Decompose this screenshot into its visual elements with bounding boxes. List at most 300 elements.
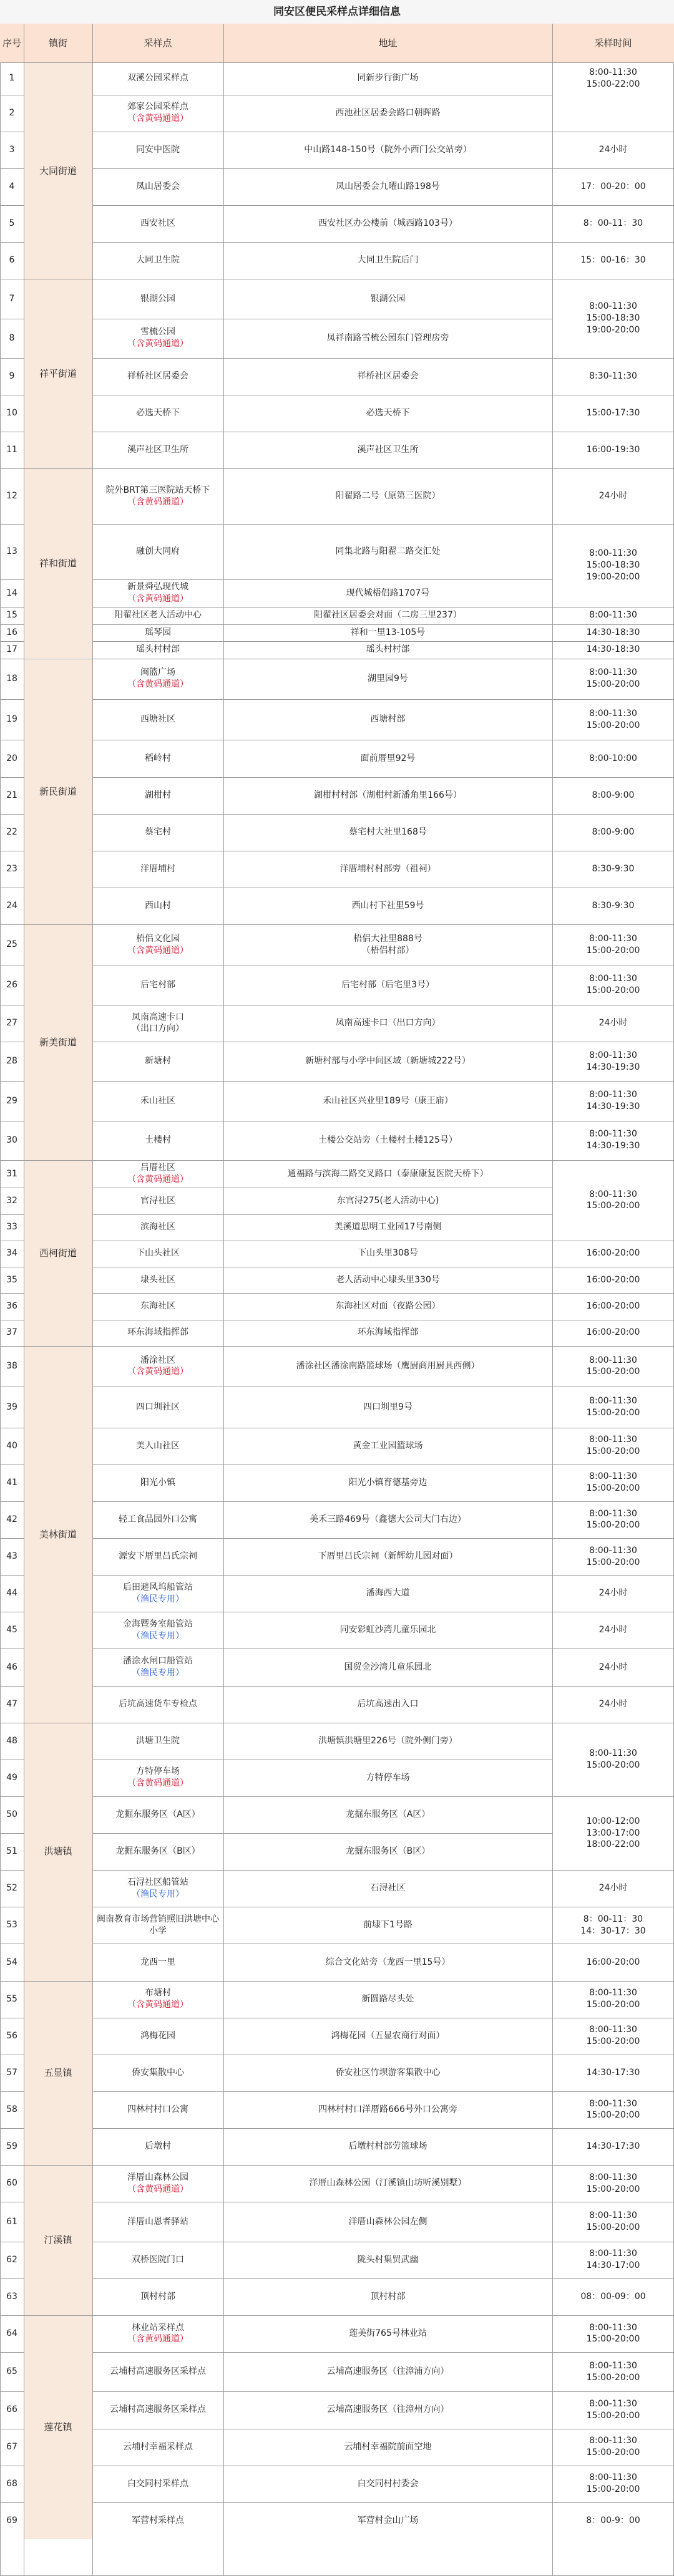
grid-line bbox=[552, 2128, 674, 2129]
site-name: 埭头社区 bbox=[140, 1274, 175, 1285]
grid-line bbox=[0, 699, 24, 700]
site-cell bbox=[92, 205, 223, 242]
grid-line bbox=[0, 358, 24, 359]
grid-line bbox=[24, 2165, 92, 2166]
row-number: 69 bbox=[6, 2515, 17, 2525]
site-cell bbox=[92, 1042, 223, 1081]
address-cell bbox=[223, 168, 552, 205]
site-name: 湖柑村 bbox=[145, 790, 171, 800]
time-text: 15:00-18:30 bbox=[586, 560, 640, 571]
row-number: 52 bbox=[6, 1883, 17, 1894]
site-cell bbox=[92, 814, 223, 851]
time-text: 8:00-11:30 bbox=[589, 1748, 637, 1758]
site-name: 闽南教育市场营销照旧洪塘中心小学 bbox=[97, 1914, 219, 1936]
address-text: 新圆路尽头处 bbox=[361, 1993, 414, 2004]
address-cell bbox=[223, 1538, 552, 1575]
grid-line bbox=[24, 468, 92, 469]
row-number: 59 bbox=[6, 2141, 17, 2152]
time-text: 19:00-20:00 bbox=[586, 325, 640, 336]
street-cell bbox=[24, 2315, 92, 2539]
grid-line bbox=[0, 168, 24, 169]
site-cell bbox=[92, 1160, 223, 1188]
address-text: 土楼公交站旁（土楼村土楼125号） bbox=[318, 1135, 457, 1145]
site-name: 方特停车场 bbox=[136, 1766, 180, 1777]
grid-line bbox=[92, 641, 552, 642]
row-number: 54 bbox=[6, 1957, 17, 1967]
site-name: 溪声社区卫生所 bbox=[127, 445, 188, 455]
grid-line bbox=[0, 205, 24, 206]
time-text: 8:00-11:30 bbox=[589, 2098, 637, 2109]
street-cell bbox=[24, 1346, 92, 1723]
row-index bbox=[0, 624, 24, 641]
time-text: 8:00-11:30 bbox=[589, 1129, 637, 1140]
time-text: 15:00-20:00 bbox=[586, 2110, 640, 2121]
row-number: 35 bbox=[6, 1274, 17, 1285]
time-text: 8:00-11:30 bbox=[589, 1471, 637, 1482]
time-text: 8:00-11:30 bbox=[589, 610, 637, 621]
address-text: 美禾三路469号（鑫德大公司大门右边） bbox=[310, 1514, 466, 1525]
street-cell bbox=[24, 468, 92, 658]
address-text: 洋厝埔村村部旁（祖祠） bbox=[339, 863, 436, 874]
site-name: 白交同村采样点 bbox=[127, 2478, 188, 2489]
row-index bbox=[0, 2242, 24, 2278]
grid-line bbox=[24, 924, 92, 925]
grid-line bbox=[552, 1870, 674, 1871]
row-index bbox=[0, 924, 24, 965]
grid-line bbox=[552, 2278, 674, 2279]
time-text: 8：00-11：30 bbox=[583, 218, 643, 229]
address-cell bbox=[223, 1042, 552, 1081]
row-index bbox=[0, 777, 24, 814]
row-number: 56 bbox=[6, 2030, 17, 2041]
site-cell bbox=[92, 1538, 223, 1575]
site-cell bbox=[92, 2502, 223, 2539]
site-name: 滨海社区 bbox=[140, 1222, 175, 1232]
site-cell bbox=[92, 1907, 223, 1944]
address-text: 面前厝里92号 bbox=[360, 753, 416, 763]
row-index bbox=[0, 1538, 24, 1575]
grid-line bbox=[92, 1686, 552, 1687]
site-name: 官浔社区 bbox=[140, 1196, 175, 1206]
grid-line bbox=[552, 2315, 674, 2316]
time-cell bbox=[552, 2018, 674, 2055]
address-text: （梧侣村部） bbox=[361, 945, 414, 956]
grid-line bbox=[0, 777, 24, 778]
site-tag: （含黄码通道） bbox=[127, 679, 188, 690]
time-text: 8:00-11:30 bbox=[589, 667, 637, 678]
address-cell bbox=[223, 2502, 552, 2539]
row-number: 24 bbox=[6, 901, 17, 911]
site-cell bbox=[92, 2429, 223, 2466]
time-cell bbox=[552, 2091, 674, 2128]
grid-line bbox=[0, 1160, 24, 1161]
grid-line bbox=[0, 641, 24, 642]
address-cell bbox=[223, 395, 552, 432]
site-name: 龙掘东服务区（A区） bbox=[115, 1809, 200, 1820]
site-name: 西塘社区 bbox=[140, 714, 175, 725]
address-text: 侨安社区竹坝游客集散中心 bbox=[335, 2067, 441, 2078]
time-cell bbox=[552, 1723, 674, 1796]
time-text: 14:30-17:30 bbox=[586, 2141, 640, 2152]
site-name: 洋厝山森林公园 bbox=[127, 2172, 188, 2182]
row-number: 20 bbox=[6, 753, 17, 763]
address-text: 前埭下1号路 bbox=[363, 1920, 413, 1930]
row-number: 34 bbox=[6, 1248, 17, 1259]
address-text: 美溪道思明工业园17号南侧 bbox=[334, 1222, 442, 1232]
time-text: 15:00-20:00 bbox=[586, 720, 640, 730]
time-cell bbox=[552, 1649, 674, 1685]
row-number: 32 bbox=[6, 1196, 17, 1206]
street-name: 美林街道 bbox=[39, 1528, 77, 1540]
row-number: 22 bbox=[6, 826, 17, 837]
address-cell bbox=[223, 1005, 552, 1042]
site-name: 龙掘东服务区（B区） bbox=[115, 1846, 200, 1857]
grid-line bbox=[0, 2128, 24, 2129]
time-cell bbox=[552, 966, 674, 1005]
time-cell bbox=[552, 1346, 674, 1387]
grid-line bbox=[0, 62, 1, 2576]
row-index bbox=[0, 1907, 24, 1944]
row-index bbox=[0, 1649, 24, 1685]
time-cell bbox=[552, 524, 674, 607]
row-index bbox=[0, 205, 24, 242]
row-index bbox=[0, 2429, 24, 2466]
time-cell bbox=[552, 888, 674, 924]
grid-line bbox=[552, 1160, 674, 1161]
address-text: 必选天桥下 bbox=[366, 408, 410, 419]
site-cell bbox=[92, 659, 223, 699]
grid-line bbox=[552, 1501, 674, 1502]
site-cell bbox=[92, 1293, 223, 1319]
row-index bbox=[0, 888, 24, 924]
address-text: 黄金工业园篮球场 bbox=[353, 1440, 423, 1451]
address-text: 禾山社区兴业里189号（康王庙） bbox=[323, 1095, 453, 1106]
address-cell bbox=[223, 132, 552, 168]
grid-line bbox=[0, 1981, 24, 1982]
address-cell bbox=[223, 641, 552, 658]
site-name: （出口方向） bbox=[132, 1024, 184, 1034]
site-name: 侨安集散中心 bbox=[132, 2067, 184, 2078]
address-text: 后宅村部（后宅里3号） bbox=[341, 979, 434, 990]
grid-line bbox=[92, 2278, 552, 2279]
time-text: 8:00-11:30 bbox=[589, 2436, 637, 2446]
grid-line bbox=[552, 1796, 674, 1797]
time-cell bbox=[552, 395, 674, 432]
site-name: 洪塘卫生院 bbox=[136, 1735, 180, 1746]
time-cell bbox=[552, 2128, 674, 2165]
time-cell bbox=[552, 432, 674, 468]
row-number: 61 bbox=[6, 2216, 17, 2227]
grid-line bbox=[552, 1686, 674, 1687]
row-index bbox=[0, 2018, 24, 2055]
grid-line bbox=[92, 2502, 552, 2503]
site-cell bbox=[92, 2242, 223, 2278]
address-text: 祥和一里13-105号 bbox=[350, 627, 426, 637]
time-text: 15:00-20:00 bbox=[586, 2484, 640, 2495]
time-text: 15:00-20:00 bbox=[586, 2448, 640, 2458]
address-cell bbox=[223, 1428, 552, 1465]
address-cell bbox=[223, 888, 552, 924]
header-street: 镇街 bbox=[48, 37, 67, 49]
row-index bbox=[0, 1160, 24, 1188]
time-text: 24小时 bbox=[598, 491, 628, 501]
time-cell bbox=[552, 2391, 674, 2428]
site-cell bbox=[92, 2202, 223, 2241]
time-text: 8:30-11:30 bbox=[589, 371, 637, 382]
site-name: 吕厝社区 bbox=[140, 1163, 175, 1173]
row-index bbox=[0, 607, 24, 624]
row-index bbox=[0, 1241, 24, 1267]
address-cell bbox=[223, 279, 552, 318]
site-tag: （含黄码通道） bbox=[127, 1778, 188, 1789]
time-text: 24小时 bbox=[598, 144, 628, 155]
time-cell bbox=[552, 242, 674, 279]
row-index bbox=[0, 1465, 24, 1501]
street-cell bbox=[24, 2165, 92, 2315]
site-cell bbox=[92, 1796, 223, 1833]
time-cell bbox=[552, 1575, 674, 1612]
site-cell bbox=[92, 1320, 223, 1346]
time-text: 8:30-9:30 bbox=[592, 863, 635, 874]
row-number: 45 bbox=[6, 1625, 17, 1635]
row-index bbox=[0, 132, 24, 168]
grid-line bbox=[92, 1833, 552, 1834]
time-cell bbox=[552, 2202, 674, 2241]
grid-line bbox=[92, 1796, 552, 1797]
address-cell bbox=[223, 1121, 552, 1160]
address-cell bbox=[223, 524, 552, 579]
street-name: 祥平街道 bbox=[39, 368, 77, 380]
row-number: 53 bbox=[6, 1920, 17, 1930]
site-name: 军营村采样点 bbox=[132, 2515, 184, 2525]
site-tag: （渔民专用） bbox=[132, 1667, 184, 1678]
grid-line bbox=[0, 2278, 24, 2279]
address-cell bbox=[223, 95, 552, 132]
time-text: 15:00-20:00 bbox=[586, 2184, 640, 2194]
time-text: 8:00-11:30 bbox=[589, 1435, 637, 1445]
row-index bbox=[0, 279, 24, 318]
row-index bbox=[0, 851, 24, 888]
time-cell bbox=[552, 1538, 674, 1575]
row-index bbox=[0, 1081, 24, 1120]
grid-line bbox=[552, 242, 674, 243]
row-index bbox=[0, 1796, 24, 1833]
grid-line bbox=[92, 1575, 552, 1576]
row-number: 4 bbox=[9, 182, 15, 192]
address-cell bbox=[223, 1723, 552, 1760]
grid-line bbox=[92, 777, 552, 778]
street-cell bbox=[24, 279, 92, 468]
row-number: 38 bbox=[6, 1361, 17, 1372]
row-index bbox=[0, 2202, 24, 2241]
time-text: 15:00-20:00 bbox=[586, 1520, 640, 1531]
address-cell bbox=[223, 699, 552, 740]
time-text: 8:00-11:30 bbox=[589, 1355, 637, 1365]
time-text: 15:00-20:00 bbox=[586, 945, 640, 956]
time-text: 15:00-20:00 bbox=[586, 1446, 640, 1457]
row-index bbox=[0, 1870, 24, 1907]
row-index bbox=[0, 1944, 24, 1980]
time-text: 8:00-11:30 bbox=[589, 1545, 637, 1556]
address-text: 云埔高速服务区（往漳州方向） bbox=[326, 2404, 449, 2415]
grid-line bbox=[0, 607, 24, 608]
grid-line bbox=[0, 1833, 24, 1834]
address-cell bbox=[223, 966, 552, 1005]
street-cell bbox=[24, 659, 92, 925]
time-text: 8:00-11:30 bbox=[589, 2249, 637, 2259]
address-text: 中山路148-150号（院外小西门公交站旁） bbox=[304, 144, 472, 155]
header-index: 序号 bbox=[2, 37, 21, 49]
site-cell bbox=[92, 1081, 223, 1120]
time-cell bbox=[552, 624, 674, 641]
time-cell bbox=[552, 279, 674, 358]
site-cell bbox=[92, 2315, 223, 2352]
time-text: 14：30-17：30 bbox=[580, 1925, 646, 1936]
grid-line bbox=[552, 1575, 674, 1576]
time-text: 15:00-20:00 bbox=[586, 1367, 640, 1377]
address-cell bbox=[223, 2202, 552, 2241]
site-name: 稻岭村 bbox=[145, 753, 171, 763]
street-cell bbox=[24, 924, 92, 1160]
address-text: 云埔高速服务区（往漳浦方向） bbox=[326, 2366, 449, 2377]
site-tag: （含黄码通道） bbox=[127, 593, 188, 604]
site-cell bbox=[92, 2055, 223, 2091]
address-cell bbox=[223, 1241, 552, 1267]
grid-line bbox=[92, 1870, 552, 1871]
row-number: 14 bbox=[6, 588, 17, 598]
address-text: 湖里园9号 bbox=[368, 673, 408, 684]
time-cell bbox=[552, 2352, 674, 2391]
grid-line bbox=[0, 1346, 24, 1347]
address-text: 同集北路与阳翟二路交汇处 bbox=[335, 546, 441, 556]
row-index bbox=[0, 1214, 24, 1241]
site-name: 下山头社区 bbox=[136, 1248, 180, 1259]
grid-line bbox=[0, 2502, 24, 2503]
time-text: 16:00-20:00 bbox=[586, 1274, 640, 1285]
row-index bbox=[0, 1042, 24, 1081]
row-index bbox=[0, 2466, 24, 2502]
address-text: 大同卫生院后门 bbox=[357, 255, 419, 266]
site-cell bbox=[92, 1214, 223, 1241]
site-name: 潘涂水闸口船管站 bbox=[123, 1656, 193, 1667]
address-cell bbox=[223, 1293, 552, 1319]
grid-line bbox=[92, 242, 552, 243]
time-cell bbox=[552, 607, 674, 624]
address-cell bbox=[223, 814, 552, 851]
street-cell bbox=[24, 62, 92, 279]
site-cell bbox=[92, 319, 223, 358]
address-text: 潘涂社区潘涂南路篮球场（鹰厨商用厨具西侧） bbox=[296, 1361, 480, 1372]
row-number: 19 bbox=[6, 714, 17, 725]
row-index bbox=[0, 1575, 24, 1612]
site-cell bbox=[92, 1428, 223, 1465]
address-cell bbox=[223, 1160, 552, 1188]
street-name: 新民街道 bbox=[39, 785, 77, 797]
row-index bbox=[0, 579, 24, 607]
grid-line bbox=[0, 1686, 24, 1687]
address-cell bbox=[223, 851, 552, 888]
time-cell bbox=[552, 1870, 674, 1907]
site-name: 大同卫生院 bbox=[136, 255, 180, 266]
address-cell bbox=[223, 468, 552, 524]
time-cell bbox=[552, 2315, 674, 2352]
site-tag: （含黄码通道） bbox=[127, 945, 188, 956]
site-name: 蔡宅村 bbox=[145, 826, 171, 837]
grid-line bbox=[552, 607, 674, 608]
site-name: 轻工食品园外口公寓 bbox=[119, 1514, 197, 1525]
row-number: 60 bbox=[6, 2178, 17, 2189]
site-cell bbox=[92, 524, 223, 579]
row-number: 26 bbox=[6, 979, 17, 990]
time-cell bbox=[552, 358, 674, 395]
grid-line bbox=[92, 1081, 552, 1082]
time-cell bbox=[552, 1428, 674, 1465]
row-number: 3 bbox=[9, 144, 15, 155]
address-cell bbox=[223, 2352, 552, 2391]
time-text: 14:30-18:30 bbox=[586, 644, 640, 655]
site-name: 四林村村口公寓 bbox=[127, 2104, 188, 2115]
site-cell bbox=[92, 851, 223, 888]
site-name: 土楼村 bbox=[145, 1135, 171, 1145]
address-text: 云埔村幸福院前面空地 bbox=[344, 2441, 432, 2452]
row-number: 16 bbox=[6, 627, 17, 637]
row-number: 28 bbox=[6, 1056, 17, 1067]
address-text: 老人活动中心埭头里330号 bbox=[336, 1274, 440, 1285]
grid-line bbox=[92, 2315, 552, 2316]
address-text: 新塘村部与小学中间区域（新塘城222号） bbox=[305, 1056, 471, 1067]
address-text: 洋厝山森林公园（汀溪镇山坊听溪别墅） bbox=[309, 2178, 467, 2189]
time-text: 15:00-20:00 bbox=[586, 985, 640, 996]
row-number: 6 bbox=[9, 255, 15, 266]
address-text: 凤南高速卡口（出口方向） bbox=[335, 1017, 441, 1028]
site-cell bbox=[92, 62, 223, 95]
address-text: 西山村下社里59号 bbox=[351, 901, 424, 911]
address-text: 西池社区居委会路口朝晖路 bbox=[335, 107, 441, 118]
address-text: 环东海域指挥部 bbox=[357, 1327, 419, 1338]
time-text: 15:00-20:00 bbox=[586, 1760, 640, 1770]
address-cell bbox=[223, 1501, 552, 1538]
site-cell bbox=[92, 1575, 223, 1612]
site-name: 新景舜弘现代城 bbox=[127, 582, 188, 593]
street-cell bbox=[24, 1981, 92, 2166]
time-text: 16:00-19:30 bbox=[586, 445, 640, 455]
street-name: 新美街道 bbox=[39, 1036, 77, 1048]
address-text: 后坑高速出入口 bbox=[357, 1698, 419, 1709]
grid-line bbox=[552, 524, 674, 525]
address-text: 东海社区对面（夜路公园） bbox=[335, 1300, 441, 1311]
site-name: 四口圳社区 bbox=[136, 1402, 180, 1412]
time-text: 8:00-11:30 bbox=[589, 2172, 637, 2182]
time-text: 8:00-11:30 bbox=[589, 974, 637, 984]
address-cell bbox=[223, 2391, 552, 2428]
row-number: 31 bbox=[6, 1168, 17, 1179]
row-number: 65 bbox=[6, 2366, 17, 2377]
site-name: 凤南高速卡口 bbox=[132, 1012, 184, 1022]
time-text: 08：00-09：00 bbox=[580, 2291, 646, 2302]
grid-line bbox=[223, 62, 224, 2576]
row-index bbox=[0, 468, 24, 524]
time-text: 8:00-11:30 bbox=[589, 301, 637, 312]
site-name: 后田避风坞船管站 bbox=[123, 1582, 193, 1592]
time-text: 24小时 bbox=[598, 1588, 628, 1599]
time-cell bbox=[552, 1944, 674, 1980]
grid-line bbox=[0, 1870, 24, 1871]
grid-line bbox=[92, 699, 552, 700]
street-name: 莲花镇 bbox=[44, 2421, 72, 2433]
time-cell bbox=[552, 468, 674, 524]
grid-line bbox=[92, 1160, 552, 1161]
site-cell bbox=[92, 2391, 223, 2428]
